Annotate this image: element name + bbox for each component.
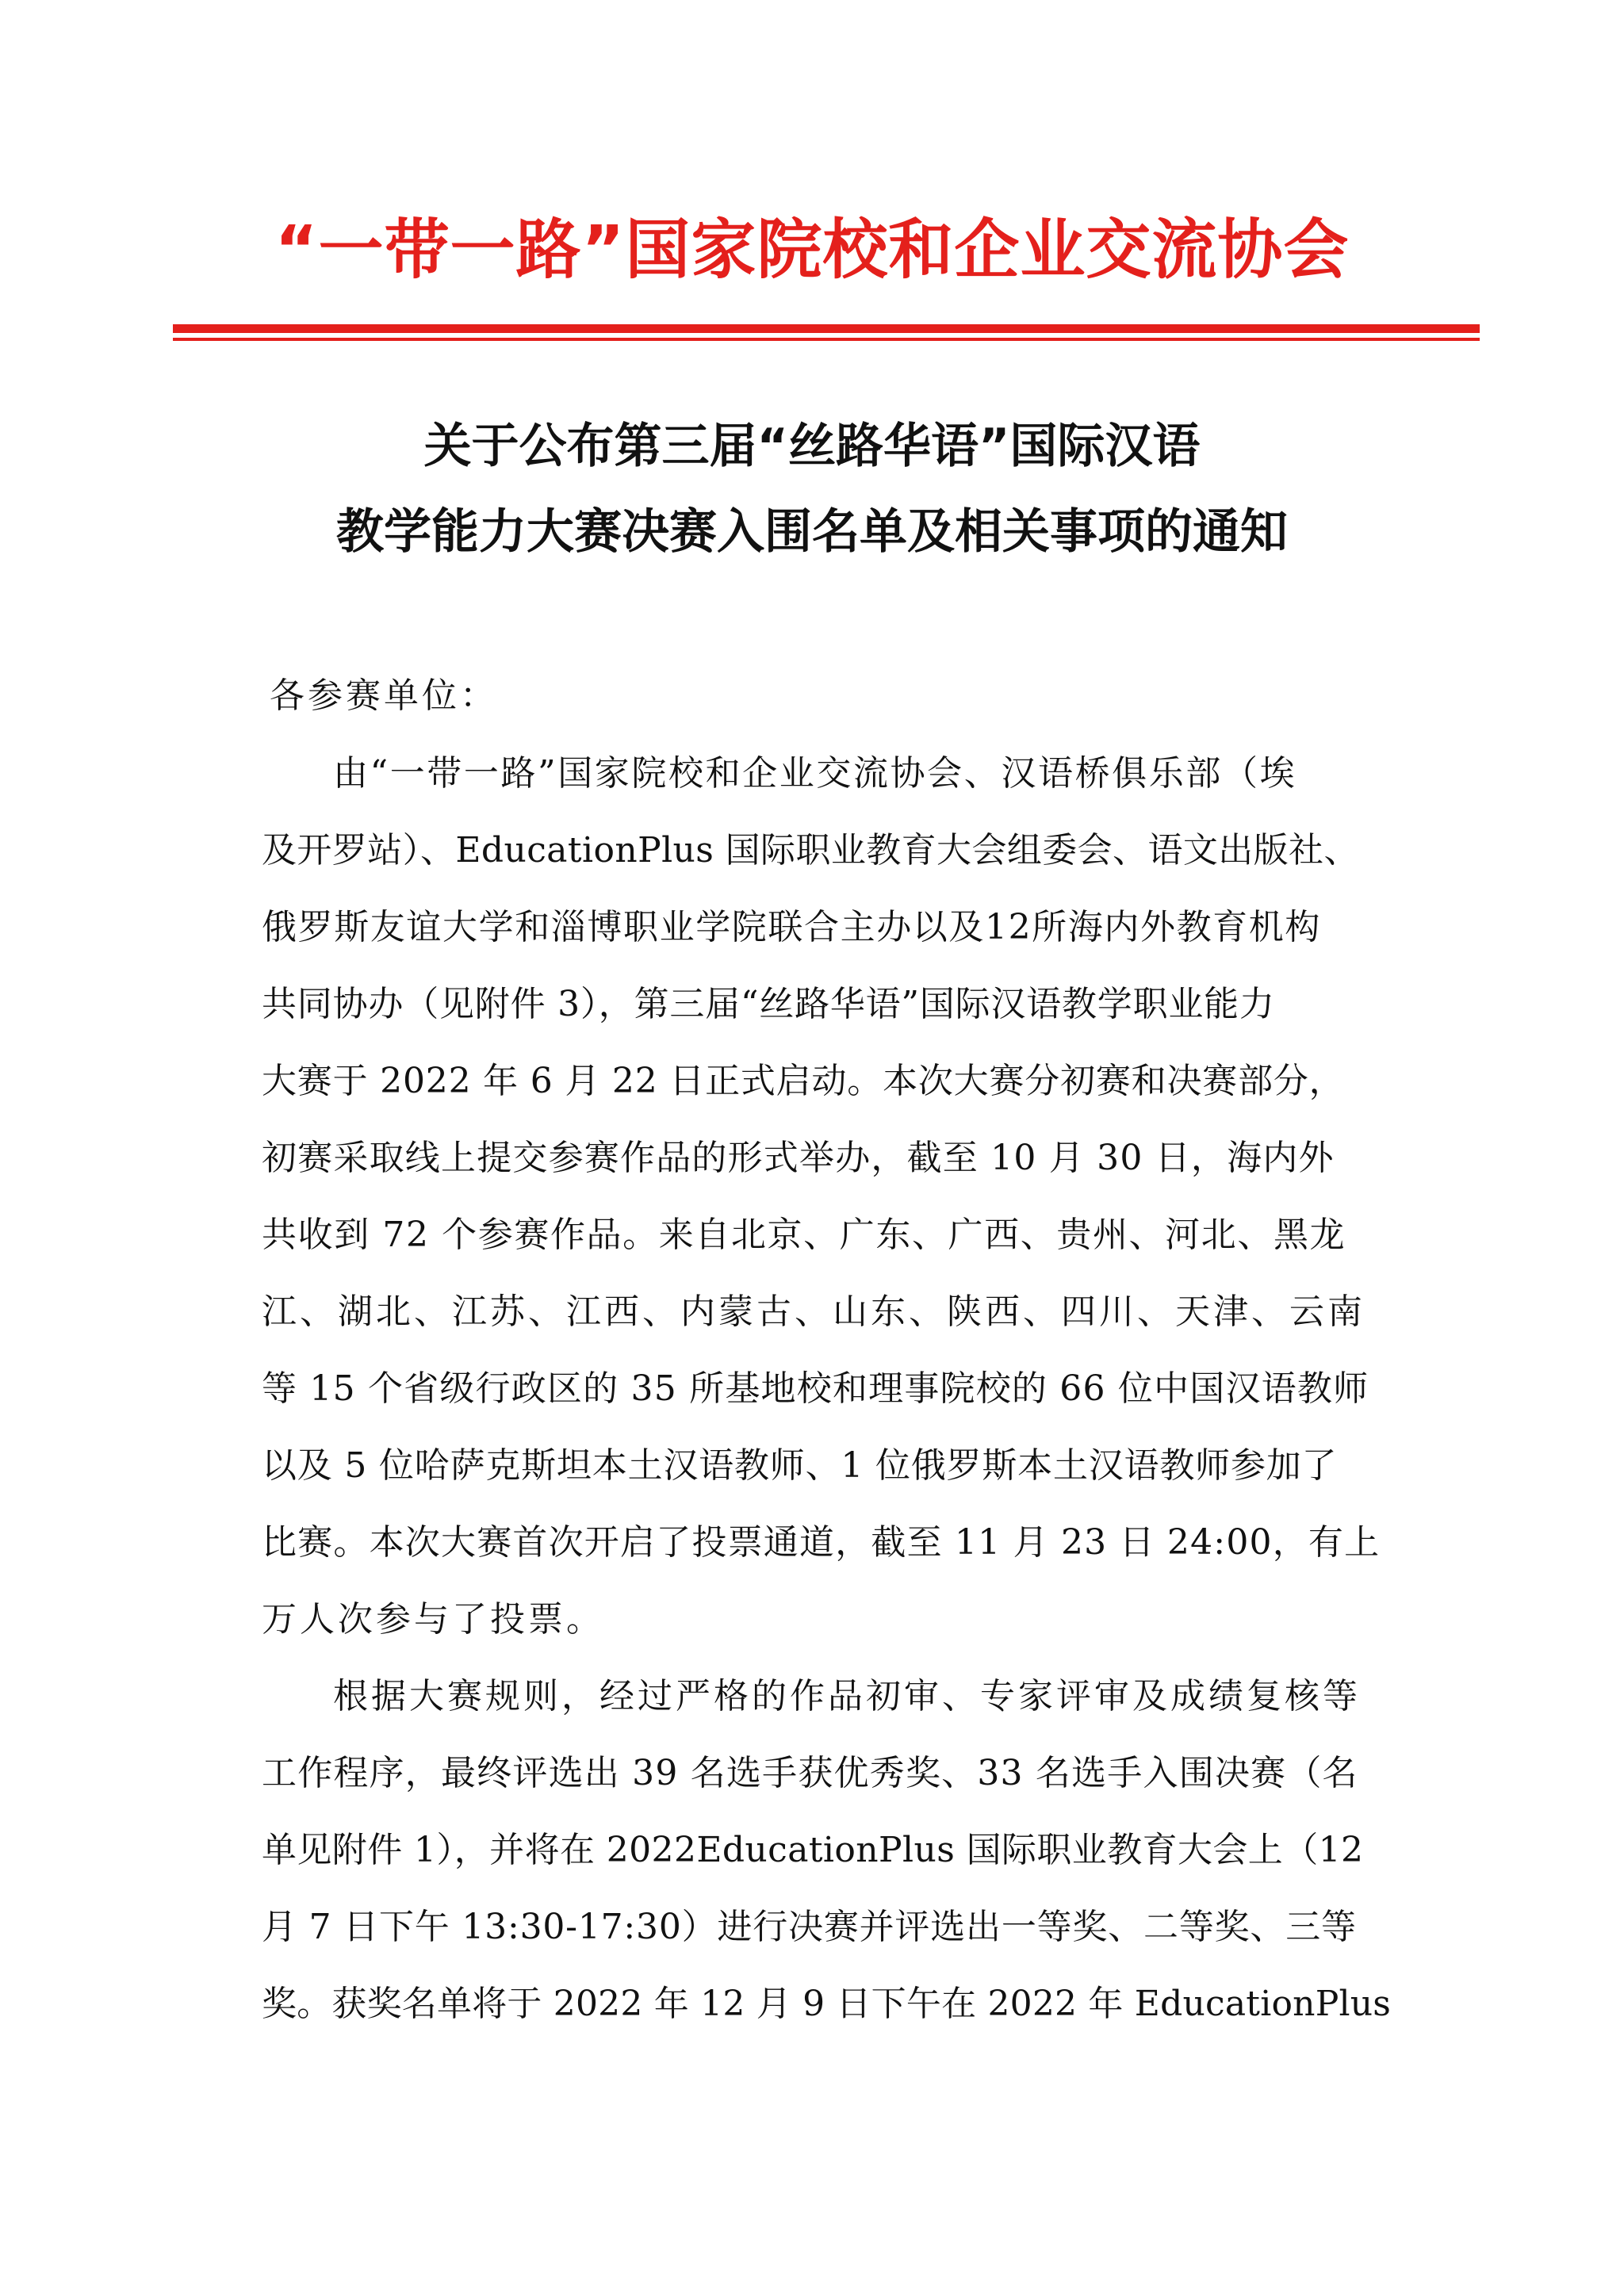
- body-line: 俄罗斯友谊大学和淄博职业学院联合主办以及12所海内外教育机构: [262, 907, 1321, 947]
- body-line: 万人次参与了投票。: [262, 1599, 604, 1640]
- body-line: 等 15 个省级行政区的 35 所基地校和理事院校的 66 位中国汉语教师: [262, 1368, 1369, 1409]
- letterhead-divider-thick: [173, 324, 1480, 333]
- body-line: 共收到 72 个参赛作品。来自北京、广东、广西、贵州、河北、黑龙: [262, 1215, 1346, 1255]
- body-line: 月 7 日下午 13:30-17:30）进行决赛并评选出一等奖、二等奖、三等: [262, 1907, 1357, 1947]
- body-line: 奖。获奖名单将于 2022 年 12 月 9 日下午在 2022 年 EducationPlus: [262, 1984, 1392, 2024]
- body-line: 初赛采取线上提交参赛作品的形式举办，截至 10 月 30 日，海内外: [262, 1138, 1335, 1178]
- body-line: 根据大赛规则，经过严格的作品初审、专家评审及成绩复核等: [333, 1676, 1361, 1716]
- body-line: 江、湖北、江苏、江西、内蒙古、山东、陕西、四川、天津、云南: [262, 1292, 1365, 1332]
- notice-title-line-2: 教学能力大赛决赛入围名单及相关事项的通知: [336, 504, 1288, 560]
- body-line: 由“一带一路”国家院校和企业交流协会、汉语桥俱乐部（埃: [333, 753, 1297, 794]
- body-line: 及开罗站）、EducationPlus 国际职业教育大会组委会、语文出版社、: [262, 830, 1359, 871]
- body-line: 大赛于 2022 年 6 月 22 日正式启动。本次大赛分初赛和决赛部分，: [262, 1061, 1345, 1101]
- salutation: 各参赛单位：: [270, 675, 498, 716]
- letterhead-divider-thin: [173, 338, 1480, 341]
- notice-title-line-1: 关于公布第三届“丝路华语”国际汉语: [423, 419, 1201, 474]
- body-line: 以及 5 位哈萨克斯坦本土汉语教师、1 位俄罗斯本土汉语教师参加了: [262, 1445, 1338, 1486]
- body-line: 单见附件 1），并将在 2022EducationPlus 国际职业教育大会上（12: [262, 1830, 1364, 1870]
- organization-name: “一带一路”国家院校和企业交流协会: [274, 212, 1350, 288]
- body-line: 工作程序，最终评选出 39 名选手获优秀奖、33 名选手入围决赛（名: [262, 1753, 1358, 1793]
- body-line: 比赛。本次大赛首次开启了投票通道，截至 11 月 23 日 24:00，有上: [262, 1522, 1381, 1563]
- body-line: 共同协办（见附件 3），第三届“丝路华语”国际汉语教学职业能力: [262, 984, 1275, 1024]
